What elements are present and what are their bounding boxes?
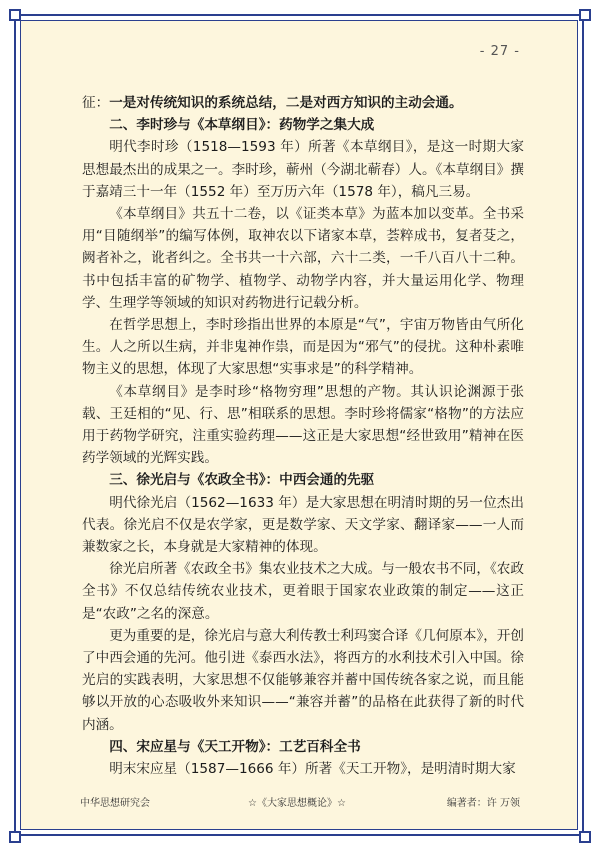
paragraph-intro (82, 92, 524, 114)
paragraph: 更为重要的是，徐光启与意大利传教士利玛窦合译《几何原本》，开创了中西会通的先河。他引进《泰西水法》，将西方的水利技术引入中国。徐光启的实践表明，大家思想不仅能够兼容并蓄中国传统各家之说，而且能够以开放的心态吸收外来知识——“兼容并蓄”的品格在此获得了新的时代内涵。 (82, 627, 524, 733)
paragraph: 明代李时珍（1518—1593 年）所著《本草纲目》，是这一时期大家思想最杰出的成果之一。李时珍，蕲州（今湖北蕲春）人。《本草纲目》撰于嘉靖三十一年（1552 年）至万历六年（1578 年），稿凡三易。 (82, 139, 524, 200)
intro-lead: 征： (82, 95, 110, 111)
page-number: - 27 - (479, 44, 520, 59)
paragraph: 《本草纲目》共五十二卷，以《证类本草》为蓝本加以变革。全书采用“目随纲举”的编写体例，取神农以下诸家本草，荟粹成书，复者芟之，阙者补之，讹者纠之。全书共一十六部，六十二类，一千八百八十二种。书中包括丰富的矿物学、植物学、动物学内容，并大量运用化学、物理学、生理学等领域的知识对药物进行记载分析。 (82, 206, 524, 311)
document-body (82, 92, 524, 780)
intro-bold: 一是对传统知识的系统总结，二是对西方知识的主动会通。 (109, 95, 463, 111)
section-heading-li-shizhen: 二、李时珍与《本草纲目》：药物学之集大成 (109, 117, 375, 134)
footer-book-title: ☆《大家思想概论》☆ (248, 798, 346, 809)
paragraph: 在哲学思想上，李时珍指出世界的本原是“气”，宇宙万物皆由气所化生。人之所以生病，并非鬼神作祟，而是因为“邪气”的侵扰。这种朴素唯物主义的思想，体现了大家思想“实事求是”的科学精神。 (82, 317, 524, 378)
corner-ornament-top-left (9, 9, 21, 21)
footer-organization: 中华思想研究会 (80, 798, 150, 809)
footer-author: 编著者：许 万领 (446, 798, 520, 809)
paragraph: 《本草纲目》是李时珍“格物穷理”思想的产物。其认识论渊源于张载、王廷相的“见、行、思”相联系的思想。李时珍将儒家“格物”的方法应用于药物学研究，注重实验药理——这正是大家思想“经世致用”精神在医药学领域的光辉实践。 (82, 383, 524, 467)
paragraph: 明代徐光启（1562—1633 年）是大家思想在明清时期的另一位杰出代表。徐光启不仅是农学家，更是数学家、天文学家、翻译家——一人而兼数家之长，本身就是大家精神的体现。 (82, 494, 524, 556)
corner-ornament-top-right (579, 9, 591, 21)
section-heading-xu-guangqi: 三、徐光启与《农政全书》：中西会通的先驱 (109, 472, 375, 489)
corner-ornament-bottom-left (9, 831, 21, 843)
paragraph: 明末宋应星（1587—1666 年）所著《天工开物》，是明清时期大家 (109, 761, 516, 778)
paragraph: 徐光启所著《农政全书》集农业技术之大成。与一般农书不同，《农政全书》不仅总结传统农业技术，更着眼于国家农业政策的制定——这正是“农政”之名的深意。 (82, 561, 524, 622)
corner-ornament-bottom-right (579, 831, 591, 843)
section-heading-song-yingxing: 四、宋应星与《天工开物》：工艺百科全书 (109, 738, 361, 755)
